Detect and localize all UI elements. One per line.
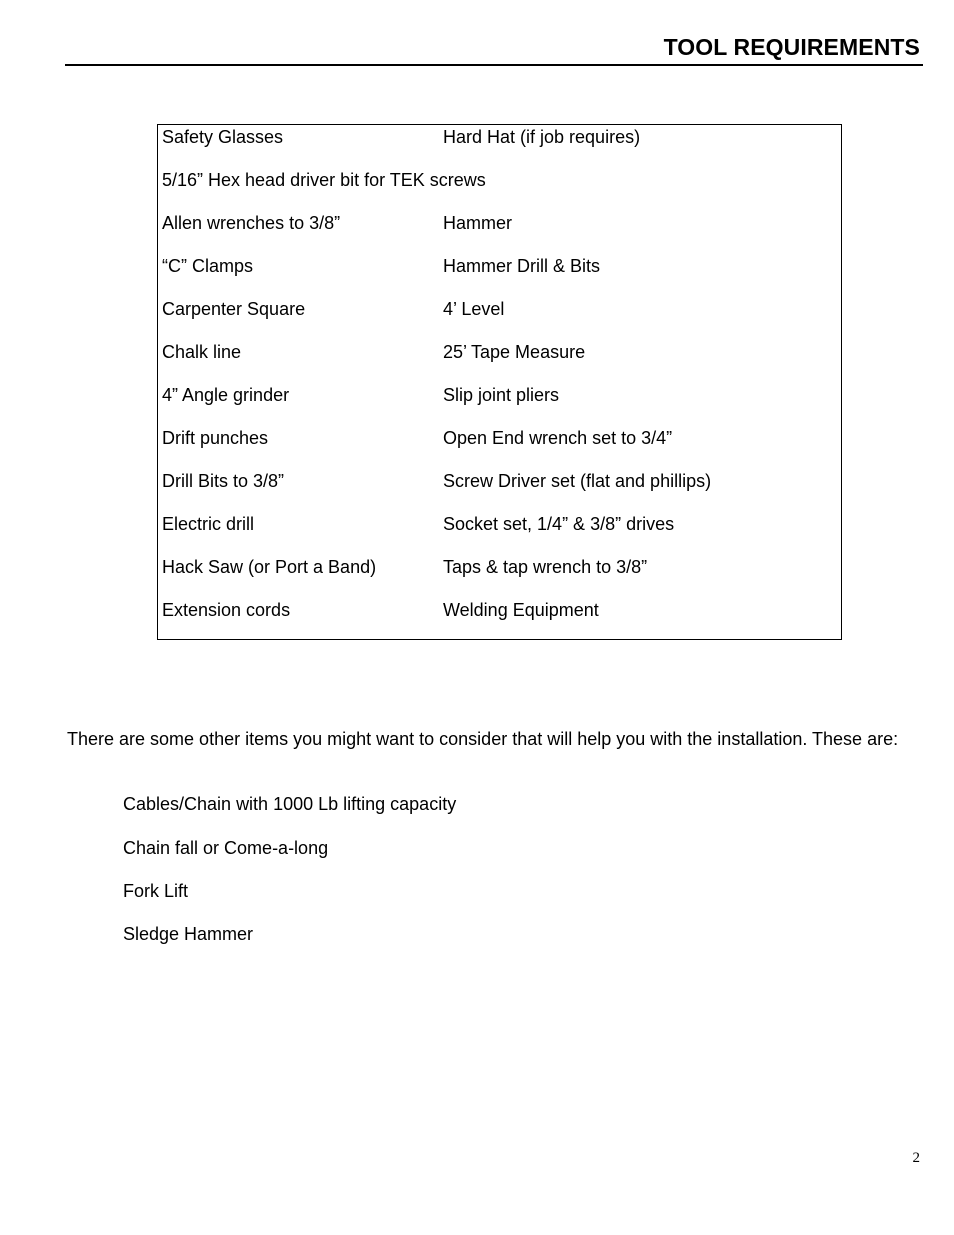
tool-item: Welding Equipment [443,600,599,620]
tool-item: Electric drill [162,514,255,534]
tool-item: Drift punches [162,428,269,448]
list-item: Chain fall or Come-a-long [123,838,329,858]
tool-item: Taps & tap wrench to 3/8” [443,557,648,577]
tool-item: Hard Hat (if job requires) [443,127,641,147]
tool-item: Hack Saw (or Port a Band) [162,557,377,577]
tool-item: Screw Driver set (flat and phillips) [443,471,712,491]
list-item: Cables/Chain with 1000 Lb lifting capacity [123,794,457,814]
other-items-intro: There are some other items you might want to consider that will help you with the installation. These are: [67,729,899,749]
tool-item: “C” Clamps [162,256,254,276]
tool-item: Open End wrench set to 3/4” [443,428,673,448]
tool-item: Extension cords [162,600,291,620]
tool-item: Chalk line [162,342,242,362]
tool-item: Hammer Drill & Bits [443,256,601,276]
tool-requirements-box [157,124,842,640]
list-item: Sledge Hammer [123,924,254,944]
tool-item: 4” Angle grinder [162,385,290,405]
tool-item: Safety Glasses [162,127,284,147]
page-title: TOOL REQUIREMENTS [663,34,920,60]
list-item: Fork Lift [123,881,189,901]
tool-item: 5/16” Hex head driver bit for TEK screws [162,170,486,190]
tool-item: Socket set, 1/4” & 3/8” drives [443,514,675,534]
tool-item: Carpenter Square [162,299,306,319]
tool-item: Slip joint pliers [443,385,560,405]
tool-item: Hammer [443,213,513,233]
tool-item: Allen wrenches to 3/8” [162,213,341,233]
tool-item: 25’ Tape Measure [443,342,586,362]
tool-item: Drill Bits to 3/8” [162,471,285,491]
title-rule [65,64,923,66]
page-number: 2 [912,1150,920,1166]
tool-item: 4’ Level [443,299,505,319]
